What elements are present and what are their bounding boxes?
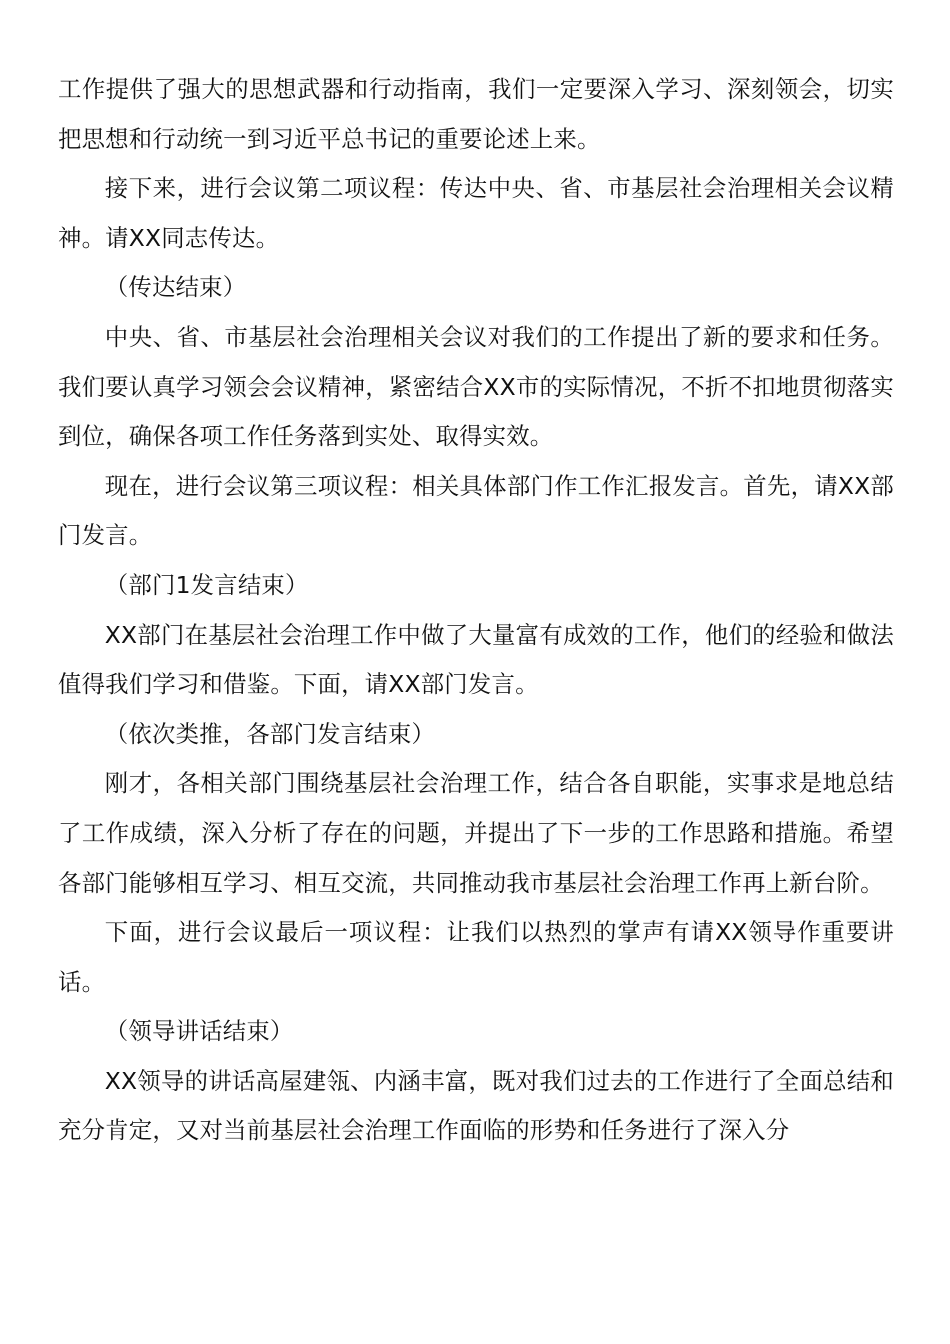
- paragraph-summary: 刚才，各相关部门围绕基层社会治理工作，结合各自职能，实事求是地总结了工作成绩，深入分析了存在的问题，并提出了下一步的工作思路和措施。希望各部门能够相互学习、相互交流，共同推动我市基层社会治理工作再上新台阶。: [58, 769, 894, 897]
- paragraph-speech-review: XX领导的讲话高屋建瓴、内涵丰富，既对我们过去的工作进行了全面总结和充分肯定，又对当前基层社会治理工作面临的形势和任务进行了深入分: [58, 1066, 894, 1145]
- paragraph-agenda-item-2: 接下来，进行会议第二项议程：传达中央、省、市基层社会治理相关会议精神。请XX同志传达。: [58, 174, 894, 252]
- paragraph-continuation: 工作提供了强大的思想武器和行动指南，我们一定要深入学习、深刻领会，切实把思想和行动统一到习近平总书记的重要论述上来。: [58, 75, 894, 153]
- stage-note-dept1-end: （部门1发言结束）: [104, 570, 309, 599]
- paragraph-dept-comment: XX部门在基层社会治理工作中做了大量富有成效的工作，他们的经验和做法值得我们学习和借鉴。下面，请XX部门发言。: [58, 620, 894, 699]
- stage-note-speech-end: （领导讲话结束）: [104, 1017, 294, 1046]
- paragraph-agenda-item-3: 现在，进行会议第三项议程：相关具体部门作工作汇报发言。首先，请XX部门发言。: [58, 471, 894, 550]
- paragraph-meeting-spirit: 中央、省、市基层社会治理相关会议对我们的工作提出了新的要求和任务。我们要认真学习领会会议精神，紧密结合XX市的实际情况，不折不扣地贯彻落实到位，确保各项工作任务落到实处、取得实效。: [58, 322, 894, 451]
- stage-note-relay-end: （传达结束）: [104, 273, 247, 302]
- document-body: [58, 65, 894, 1156]
- paragraph-final-agenda: 下面，进行会议最后一项议程：让我们以热烈的掌声有请XX领导作重要讲话。: [58, 918, 894, 996]
- stage-note-all-depts-end: （依次类推，各部门发言结束）: [104, 719, 436, 748]
